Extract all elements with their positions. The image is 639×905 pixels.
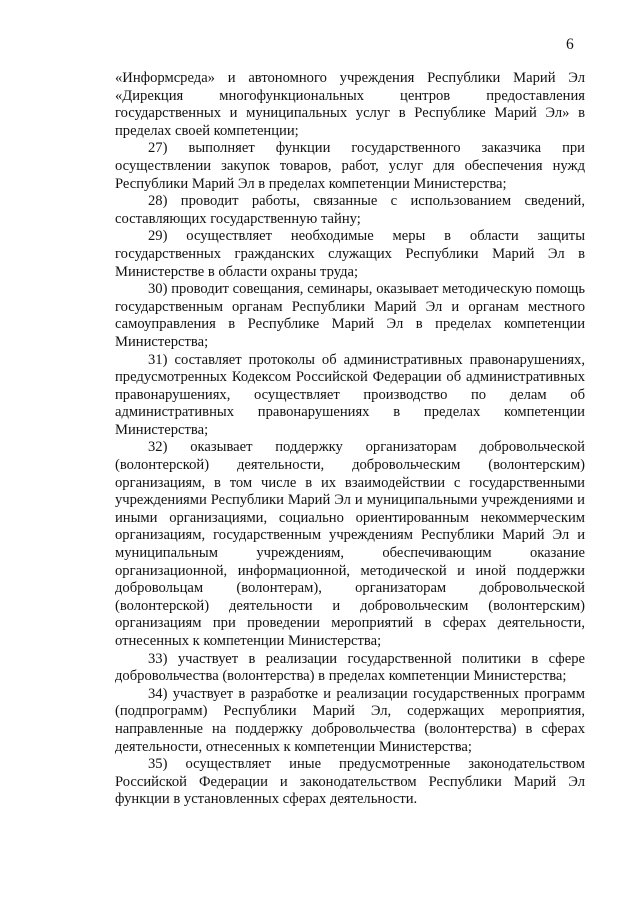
- document-body: [115, 70, 585, 809]
- paragraph-item-29: 29) осуществляет необходимые меры в области защиты государственных гражданских служащих Республики Марий Эл в Министерстве в области охраны труда;: [115, 228, 585, 280]
- paragraph-item-30: 30) проводит совещания, семинары, оказывает методическую помощь государственным органам Республики Марий Эл и органам местного самоуправления в Республике Марий Эл в пределах компетенции Министерства;: [115, 281, 585, 350]
- paragraph-item-28: 28) проводит работы, связанные с использованием сведений, составляющих государственную тайну;: [115, 193, 585, 227]
- paragraph-item-35: 35) осуществляет иные предусмотренные законодательством Российской Федерации и законодательством Республики Марий Эл функции в установленных сферах деятельности.: [115, 756, 585, 808]
- paragraph-item-33: 33) участвует в реализации государственной политики в сфере добровольчества (волонтерства) в пределах компетенции Министерства;: [115, 650, 585, 685]
- paragraph-item-32: 32) оказывает поддержку организаторам добровольческой (волонтерской) деятельности, добровольческим (волонтерским) организациям, в том числе в их взаимодействии с государственными учреждениями Республики Марий Эл и муниципальными учреждениями и иными организациями, социально ориентированным некоммерческим организациям, государственным учреждениям Республики Марий Эл и муниципальным учреждениям, обеспечивающим оказание организационной, информационной, методической и иной поддержки добровольцам (волонтерам), организаторам добровольческой (волонтерской) деятельности и добровольческим (волонтерским) организациям при проведении мероприятий в сферах деятельности, отнесенных к компетенции Министерства;: [115, 439, 585, 649]
- page-number: 6: [566, 36, 574, 53]
- paragraph-item-27: 27) выполняет функции государственного заказчика при осуществлении закупок товаров, работ, услуг для обеспечения нужд Республики Марий Эл в пределах компетенции Министерства;: [115, 140, 585, 192]
- paragraph-continuation: «Информсреда» и автономного учреждения Республики Марий Эл «Дирекция многофункциональных центров предоставления государственных и муниципальных услуг в Республике Марий Эл» в пределах своей компетенции;: [115, 70, 585, 139]
- paragraph-item-34: 34) участвует в разработке и реализации государственных программ (подпрограмм) Республики Марий Эл, содержащих мероприятия, направленные на поддержку добровольчества (волонтерства) в сферах деятельности, отнесенных к компетенции Министерства;: [115, 685, 585, 755]
- paragraph-item-31: 31) составляет протоколы об административных правонарушениях, предусмотренных Кодексом Российской Федерации об административных правонарушениях, осуществляет производство по делам об административных правонарушениях в пределах компетенции Министерства;: [115, 351, 585, 438]
